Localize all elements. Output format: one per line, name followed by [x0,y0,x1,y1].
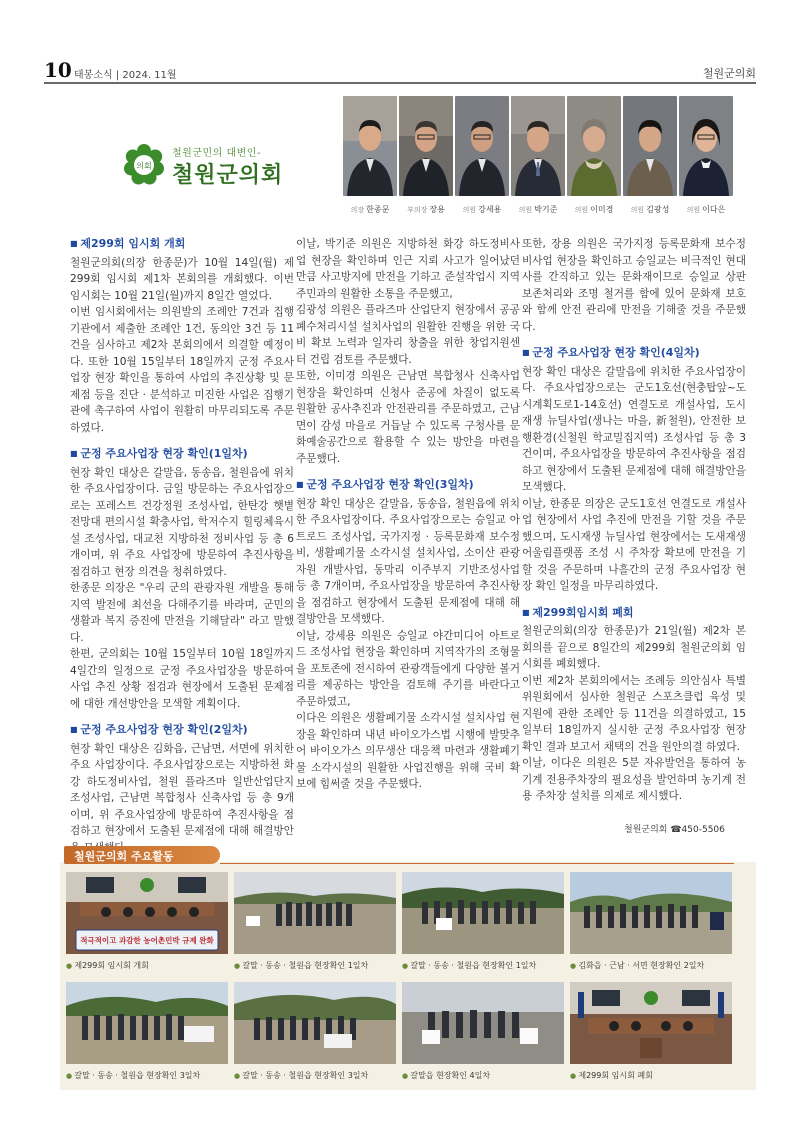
member-photo [567,96,621,196]
paragraph: 이날, 강세용 의원은 승일교 야간미디어 아트로드 조성사업 현장을 확인하며 지역작가의 조형물을 포토존에 전시하여 관광객들에게 다양한 볼거리를 제공하는 방안을 검토해 주기를 바란다고 주문하였고, [296,629,520,708]
paragraph: 이날, 이다은 의원은 5분 자유발언을 통하여 농기계 전용주차장의 필요성을 발언하며 농기계 전용 주차장 설치를 의제로 제시했다. [522,757,746,802]
paragraph: 이날, 한종문 의장은 군도1호선 연결도로 개설사업 현장에서 사업 추진에 만전을 기할 것을 주문했으며, 도시재생 뉴딜사업 현장에서는 도새재생어울림플랫폼 조성 시 주차장 확보에 만전을 기할 것을 주문하며 나흘간의 군정 주요사업장 현장 확인 일정을 마무리하였다. [522,497,746,592]
member-photo [343,96,397,196]
member-caption: 의장 한종문 [350,205,390,214]
paragraph: 현장 확인 대상은 갈말읍, 동송읍, 철원읍에 위치한 주요사업장이다. 주요사업장으로는 승일교 아트로드 조성사업, 국가지정 · 등록문화재 보수정비, 생활폐기물 소각시설 설치사업, 소이산 관광자원 개발사업, 동막리 이주부지 기반조성사업 등 총 7개이며, 주요사업장을 방문하여 추진사항을 점검하고 현장에서 도출된 문제점에 대해 해결방안을 모색했다. [296,497,520,625]
page-number: 10 [44,58,72,82]
paragraph: 또한, 장용 의원은 국가지정 등록문화재 보수정비사업 현장을 확인하고 승일교는 비극적인 현대사를 간직하고 있는 문화재이므로 승일교 상판 보존처리와 조명 철거를 함에 있어 문화재 보호와 함께 안전 관리에 만전을 기해줄 것을 주문했다. [522,238,746,333]
gallery-item [570,872,732,976]
member-caption: 의원 강세용 [462,205,502,214]
paragraph: 현장 확인 대상은 갈말읍, 동송읍, 철원읍에 위치한 주요사업장이다. 금일 방문하는 주요사업장으로는 포레스트 건강정원 조성사업, 한탄강 햇볕전망대 편의시설 확충사업, 학저수지 힐링체육시설 조성사업, 대교천 지방하천 정비사업 등 총 6개이며, 위 주요 사업장에 방문하여 추진사항을 점검하고 현장 의견을 청취하였다. [70,466,294,578]
section-heading: ■ 제299회임시회 폐회 [522,605,746,622]
gallery-caption: ● 제299회 임시회 폐회 [570,1070,653,1081]
gallery-photo [402,872,564,954]
council-logo [122,140,322,186]
member-caption: 의원 이다은 [686,205,726,214]
member-caption: 부의장 장용 [407,205,445,214]
gallery-photo [402,982,564,1064]
member-card [623,96,677,220]
paragraph: 이다은 의원은 생활폐기물 소각시설 설치사업 현장을 확인하며 내년 바이오가스법 시행에 발맞추어 바이오가스 의무생산 대응책 마련과 생활폐기물 소각시설의 원활한 사업진행을 위해 국비 확보에 힘써줄 것을 주문했다. [296,712,520,790]
paragraph: 한편, 군의회는 10월 15일부터 10월 18일까지 4일간의 일정으로 군정 주요사업장을 방문하여 사업 추진 상황 점검과 현장에서 도출된 문제점에 대한 개선방안을 모색할 계획이다. [70,648,294,710]
article-column-3 [522,236,746,805]
paragraph: 이날, 박기준 의원은 지방하천 화강 하도정비사업 현장을 확인하며 인근 지뢰 사고가 일어났던 만큼 사고방지에 만전을 기하고 준설작업시 지역 주민과의 원활한 소통을 주문했고, [296,238,520,300]
member-card [679,96,733,220]
paragraph: 철원군의회(의장 한종문)가 10월 14일(월) 제299회 임시회 제1차 본회의를 개회했다. 이번 임시회는 10월 21일(월)까지 8일간 열었다. [70,256,294,302]
member-caption: 의원 김광성 [630,205,670,214]
member-caption: 의원 이미경 [574,205,614,214]
member-photo [455,96,509,196]
member-card [343,96,397,220]
activities-title: 철원군의회 주요활동 [74,850,174,863]
paragraph: 또한, 이미경 의원은 근남면 복합청사 신축사업 현장을 확인하며 신청사 준공에 차질이 없도록 원활한 공사추진과 안전관리를 주문하였고, 근남면이 감성 마을로 거듭날 수 있도록 구청사를 문화예술공간으로 활용할 수 있는 방안을 마련을 주문했다. [296,370,520,465]
gallery-caption: ● 갈말 · 동송 · 철원읍 현장확인 1일차 [402,960,536,971]
section-heading: ■ 제299회 임시회 개회 [70,236,294,253]
member-card [567,96,621,220]
paragraph: 이번 임시회에서는 의원발의 조례안 7건과 집행기관에서 제출한 조례안 1건, 동의안 3건 등 11건을 심사하고 제2차 본회의에서 의결할 예정이다. 또한 10월 15일부터 18일까지 군정 주요사업장 현장 확인을 통하여 사업의 추진상황 및 문제점 등을 진단 · 분석하고 미진한 사업은 집행기관에 촉구하여 사업이 원활히 마무리되도록 주문하였다. [70,306,294,434]
gallery-photo [66,872,228,954]
paragraph: 현장 확인 대상은 김화읍, 근남면, 서면에 위치한 주요 사업장이다. 주요사업장으로는 지방하천 화강 하도정비사업, 철원 플라즈마 일반산업단지 조성사업, 근남면 복합청사 신축사업 등 총 9개이며, 위 주요사업장에 방문하여 추진사항을 점검하고 현장에서 도출된 문제점에 대해 해결방안 [70,742,294,837]
section-title: 철원군의회 [702,67,756,80]
gallery-caption: ● 제299회 임시회 개회 [66,960,149,971]
section-heading: ■ 군정 주요사업장 현장 확인(4일차) [522,345,746,362]
seal-text: 의회 [136,161,152,171]
gallery-item [402,982,564,1086]
member-card [511,96,565,220]
gallery-caption: ● 갈말 · 동송 · 철원읍 현장확인 3일차 [66,1070,200,1081]
gallery-item [234,982,396,1086]
gallery-item [402,872,564,976]
gallery-photo [570,872,732,954]
logo-name: 철원군의회 [172,163,284,188]
gallery-item [66,872,228,976]
paragraph: 김광성 의원은 플라즈마 산업단지 현장에서 공공폐수처리시설 설치사업의 원활한 진행을 위한 국비 확보 노력과 일자리 창출을 위한 창업지원센터 건립 검토를 주문했다. [296,304,520,366]
article-column-2 [296,236,520,793]
gallery-item [66,982,228,1086]
gallery-item [570,982,732,1086]
gallery-photo [234,982,396,1064]
gallery-caption: ● 갈말읍 현장확인 4일차 [402,1070,490,1081]
member-photo [511,96,565,196]
member-photos [343,96,735,220]
banner-text: 적극적이고 과감한 농어촌민박 규제 완화 [80,936,214,945]
contact-info: 철원군의회 ☎450-5506 [624,825,725,835]
council-seal-icon [122,142,166,186]
activities-title-bar [64,846,220,864]
member-card [455,96,509,220]
gallery-photo [66,982,228,1064]
activities-divider [220,863,734,864]
member-photo [399,96,453,196]
publication-info: 태봉소식 | 2024. 11월 [74,70,177,81]
gallery-photo [234,872,396,954]
article-column-1 [70,236,294,857]
page-header [44,60,756,82]
member-photo [623,96,677,196]
paragraph: 한종문 의장은 "우리 군의 관광자원 개발을 통해 지역 발전에 최선을 다해주기를 바라며, 군민의 생활과 복지 증진에 만전을 기해달라" 라고 말했다. [70,582,294,644]
member-caption: 의원 박기준 [518,205,558,214]
header-divider [44,82,756,84]
gallery-caption: ● 김화읍 · 근남 · 서면 현장확인 2일차 [570,960,704,971]
paragraph: 현장 확인 대상은 갈말읍에 위치한 주요사업장이다. 주요사업장으로는 군도1호선(현충탑앞~도시계획도로1-14호선) 연결도로 개설사업, 도시재생 뉴딜사업(생나는 마을, 新철원), 안전한 보행환경(신철원 학교밀집지역) 조성사업 등 총 3건이며, 주요사업장을 방문하여 추진사항을 점검하고 현장에서 도출된 문제점에 대해 해결방안을 모색했다. [522,365,746,493]
gallery-caption: ● 갈말 · 동송 · 철원읍 현장확인 1일차 [234,960,368,971]
member-photo [679,96,733,196]
section-heading: ■ 군정 주요사업장 현장 확인(3일차) [296,477,520,494]
gallery-item [234,872,396,976]
section-heading: ■ 군정 주요사업장 현장 확인(2일차) [70,722,294,739]
member-card [399,96,453,220]
logo-slogan: 철원군민의 대변인- [172,148,262,159]
gallery-photo [570,982,732,1064]
section-heading: ■ 군정 주요사업장 현장 확인(1일차) [70,446,294,463]
paragraph: 철원군의회(의장 한종문)가 21일(월) 제2차 본회의를 끝으로 8일간의 제299회 철원군의회 임시회를 폐회했다. [522,625,746,670]
gallery-caption: ● 갈말 · 동송 · 철원읍 현장확인 3일차 [234,1070,368,1081]
paragraph: 이번 제2차 본회의에서는 조례등 의안심사 특별위원회에서 심사한 철원군 스포츠클럽 육성 및 지원에 관한 조례안 등 11건을 의결하였고, 15일부터 18일까지 실시한 군정 주요사업장 현장 확인 결과 보고서 채택의 건을 원안의결 하였다. [522,674,746,753]
